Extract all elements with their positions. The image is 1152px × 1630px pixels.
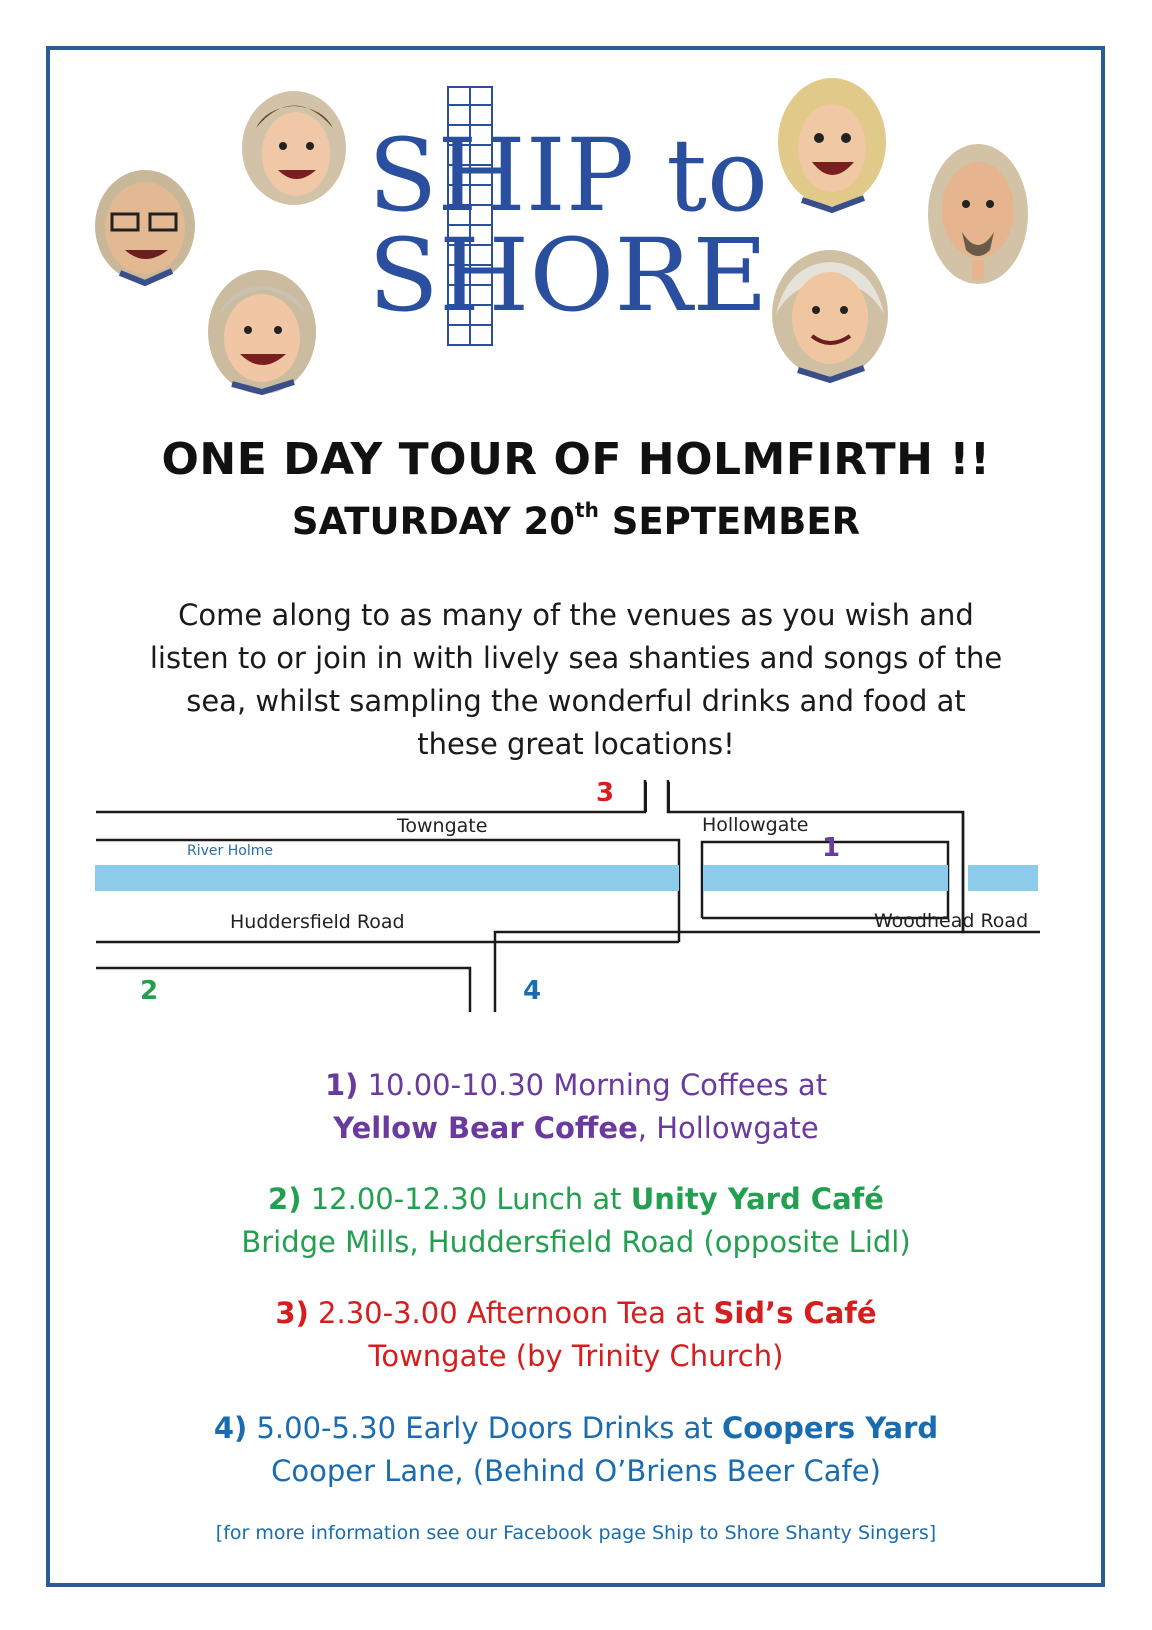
singer-caricature-woman-2 bbox=[204, 266, 320, 396]
intro-line: Come along to as many of the venues as you wish and bbox=[178, 598, 974, 632]
venue-number: 1) bbox=[324, 1068, 359, 1102]
event-date bbox=[0, 500, 1152, 543]
date-month: SEPTEMBER bbox=[598, 500, 861, 543]
woodhead-road-label: Woodhead Road bbox=[874, 910, 1029, 932]
hollowgate-label: Hollowgate bbox=[702, 814, 809, 836]
venue-time: 5.00-5.30 Early Doors Drinks at bbox=[247, 1411, 722, 1445]
facebook-info: [for more information see our Facebook page Ship to Shore Shanty Singers] bbox=[215, 1522, 937, 1544]
river-segment bbox=[95, 865, 679, 891]
venue-name: Coopers Yard bbox=[721, 1411, 939, 1445]
river-segment bbox=[703, 865, 948, 891]
venue-address: , Hollowgate bbox=[637, 1111, 819, 1145]
venue-name: Sid’s Café bbox=[713, 1296, 877, 1330]
road-lines bbox=[96, 780, 1040, 1012]
huddersfield-road-label: Huddersfield Road bbox=[230, 911, 405, 933]
logo-line-1: SHIP to bbox=[368, 117, 768, 234]
river-segment bbox=[968, 865, 1038, 891]
venue-number: 4) bbox=[213, 1411, 248, 1445]
intro-line: sea, whilst sampling the wonderful drinks and food at bbox=[186, 684, 966, 718]
venue-1-marker: 1 bbox=[822, 833, 841, 863]
venue-name: Unity Yard Café bbox=[630, 1182, 884, 1216]
venue-time: 2.30-3.00 Afternoon Tea at bbox=[308, 1296, 714, 1330]
venue-address: Bridge Mills, Huddersfield Road (opposite Lidl) bbox=[241, 1225, 911, 1259]
singer-caricature-woman-1 bbox=[238, 88, 350, 208]
river-holme-label: River Holme bbox=[187, 843, 273, 859]
hollowgate-junction bbox=[668, 782, 670, 812]
date-day: SATURDAY 20 bbox=[291, 500, 576, 543]
venue-2 bbox=[0, 1178, 1152, 1264]
singer-caricature-glasses bbox=[90, 168, 200, 288]
venue-number: 3) bbox=[275, 1296, 309, 1330]
venue-name: Yellow Bear Coffee bbox=[333, 1111, 638, 1145]
intro-text bbox=[130, 594, 1022, 766]
venue-time: 12.00-12.30 Lunch at bbox=[301, 1182, 631, 1216]
venue-number: 2) bbox=[268, 1182, 302, 1216]
ship-to-shore-logo bbox=[368, 85, 778, 365]
singer-caricature-older-man bbox=[768, 244, 892, 384]
venue-2-marker: 2 bbox=[140, 976, 159, 1006]
venue-3 bbox=[0, 1292, 1152, 1378]
venue-3-marker-label: 3 bbox=[596, 778, 615, 808]
page-title: ONE DAY TOUR OF HOLMFIRTH !! bbox=[161, 434, 991, 485]
intro-line: these great locations! bbox=[417, 727, 735, 761]
logo-line-2: SHORE bbox=[368, 217, 768, 334]
intro-line: listen to or join in with lively sea shanties and songs of the bbox=[149, 641, 1003, 675]
venue-1 bbox=[0, 1064, 1152, 1150]
date-suffix: th bbox=[575, 498, 599, 522]
venue-4-marker: 4 bbox=[523, 976, 542, 1006]
venue-4 bbox=[0, 1407, 1152, 1493]
singer-caricature-curly-hair bbox=[776, 76, 888, 216]
singer-caricature-bald-beard bbox=[926, 140, 1030, 290]
route-map bbox=[0, 780, 1152, 1020]
venue-time: 10.00-10.30 Morning Coffees at bbox=[358, 1068, 828, 1102]
venue-address: Cooper Lane, (Behind O’Briens Beer Cafe) bbox=[271, 1454, 881, 1488]
towngate-junction bbox=[645, 782, 647, 812]
towngate-label: Towngate bbox=[397, 815, 488, 837]
venue-address: Towngate (by Trinity Church) bbox=[368, 1339, 784, 1373]
